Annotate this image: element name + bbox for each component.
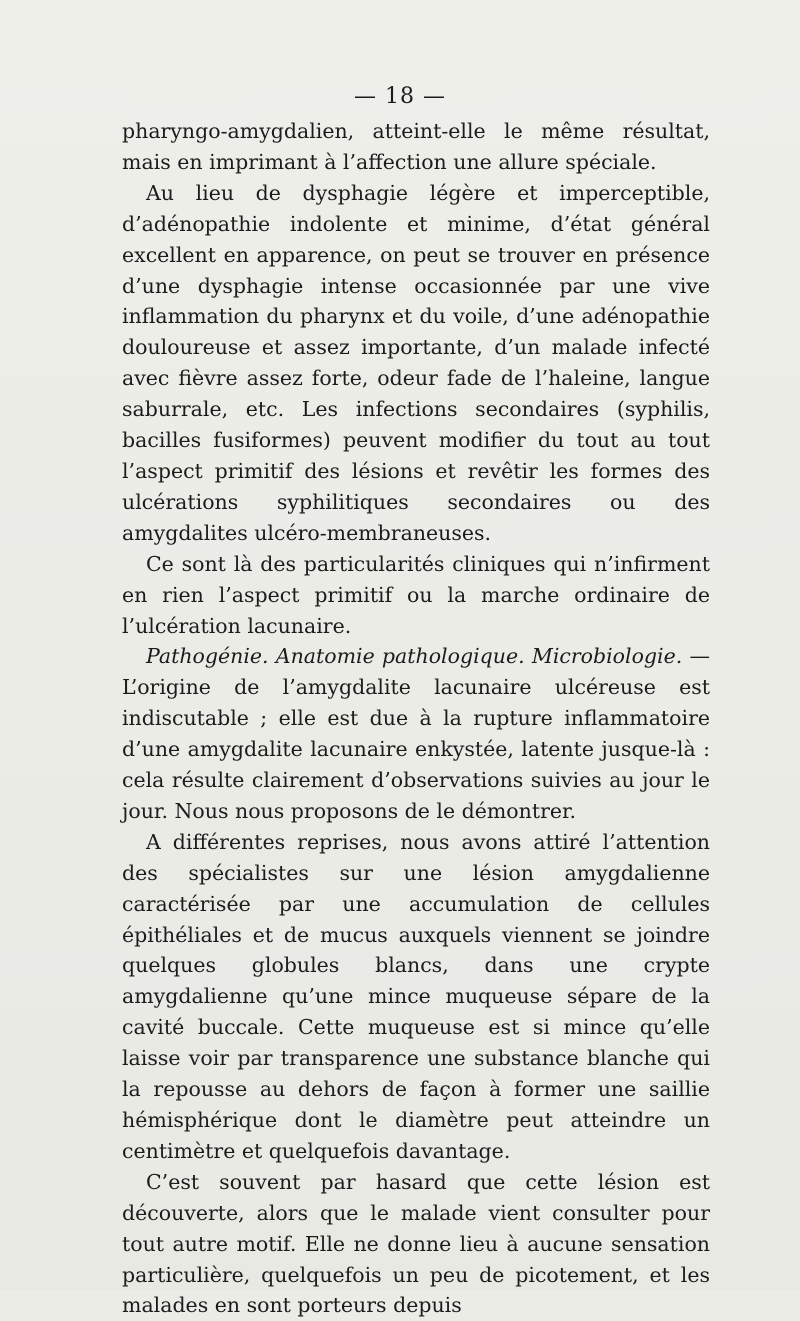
body-text (122, 116, 710, 1321)
page-number: — 18 — (354, 84, 446, 109)
section-heading: Pathogénie. Anatomie pathologique. Microbiologie. (146, 644, 683, 669)
paragraph-pathogeny (122, 641, 710, 826)
paragraph-clinical-particularities: Ce sont là des particularités cliniques qui n’infirment en rien l’aspect primitif ou la marche ordinaire de l’ulcération lacunaire. (122, 551, 710, 638)
paragraph-pathogeny-text: — L’origine de l’amygdalite lacunaire ulcéreuse est indiscutable ; elle est due à la rupture inflammatoire d’une amygdalite lacunaire enkystée, latente jusque-là : cela résulte clairement d’observations suivies au jour le jour. Nous nous proposons de le démontrer. (122, 644, 710, 823)
paragraph-continuation: pharyngo-amygdalien, atteint-elle le même résultat, mais en imprimant à l’affection une allure spéciale. (122, 119, 710, 174)
paragraph-clinical-variants: Au lieu de dysphagie légère et imperceptible, d’adénopathie indolente et minime, d’état général excellent en apparence, on peut se trouver en présence d’une dysphagie intense occasionnée par une vive inflammation du pharynx et du voile, d’une adénopathie douloureuse et assez importante, d’un malade infecté avec fièvre assez forte, odeur fade de l’haleine, langue saburrale, etc. Les infections secondaires (syphilis, bacilles fusiformes) peuvent modifier du tout au tout l’aspect primitif des lésions et revêtir les formes des ulcérations syphilitiques secondaires ou des amygdalites ulcéro-membraneuses. (122, 180, 710, 545)
paragraph-discovery: C’est souvent par hasard que cette lésion est découverte, alors que le malade vient consulter pour tout autre motif. Elle ne donne lieu à aucune sensation particulière, quelquefois un peu de picotement, et les malades en sont porteurs depuis (122, 1169, 710, 1318)
paragraph-lesion-description: A différentes reprises, nous avons attiré l’attention des spécialistes sur une lésion amygdalienne caractérisée par une accumulation de cellules épithéliales et de mucus auxquels viennent se joindre quelques globules blancs, dans une crypte amygdalienne qu’une mince muqueuse sépare de la cavité buccale. Cette muqueuse est si mince qu’elle laisse voir par transparence une substance blanche qui la repousse au dehors de façon à former une saillie hémisphérique dont le diamètre peut atteindre un centimètre et quelquefois davantage. (122, 829, 710, 1163)
